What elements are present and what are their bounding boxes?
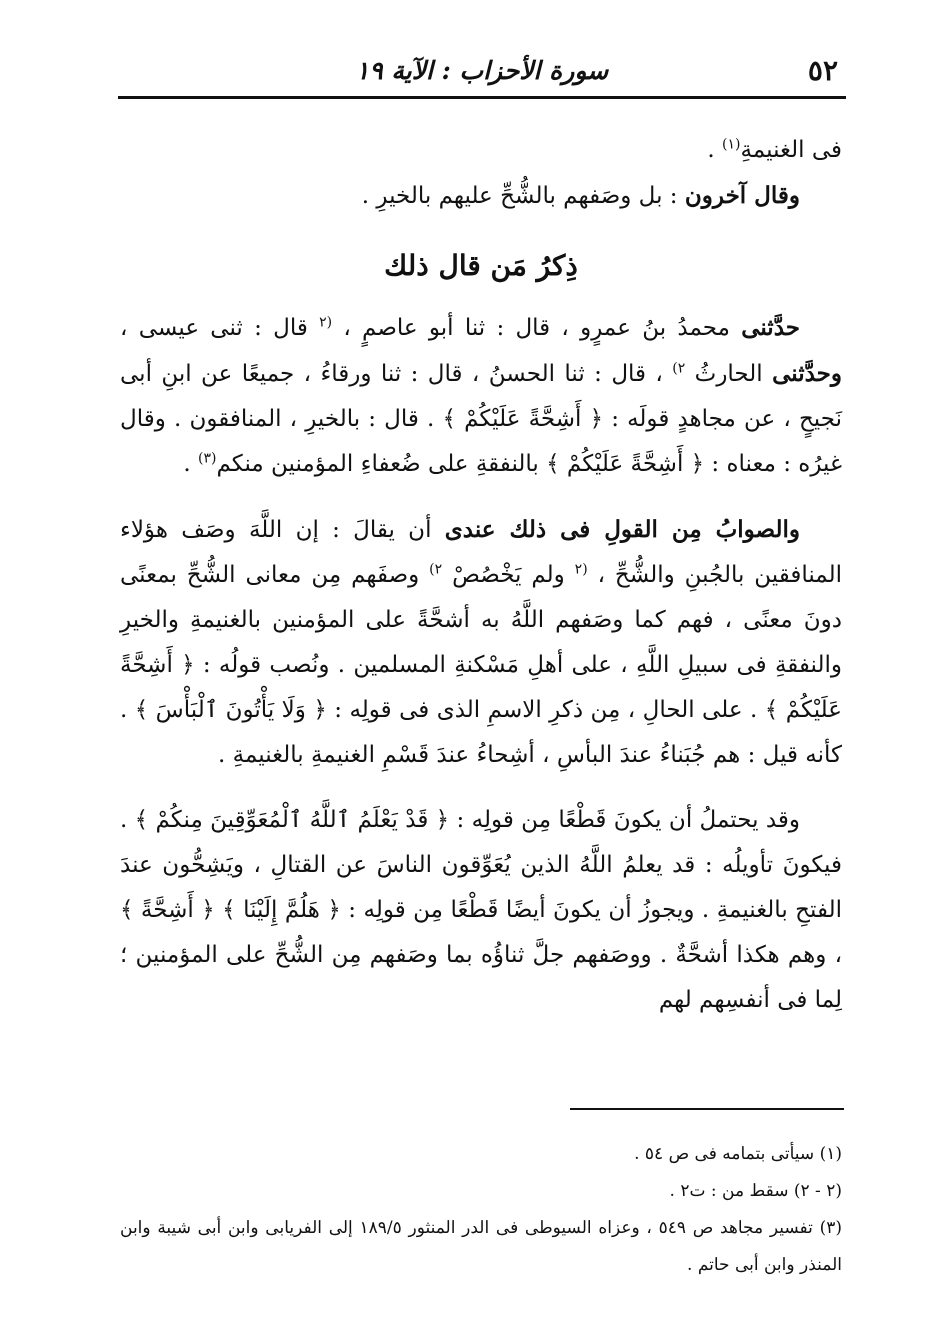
paragraph-5: وقد يحتملُ أن يكونَ قَطْعًا مِن قولِه : ﴿ قَدْ يَعْلَمُ ٱللَّهُ ٱلْمُعَوِّقِينَ مِنكُمْ ﴾ . فيكونَ تأويلُه : قد يعلمُ اللَّهُ الذين يُعَوِّقون الناسَ عن القتالِ ، ويَشِحُّون عندَ الفتحِ بالغنيمةِ . ويجوزُ أن يكونَ أيضًا قَطْعًا مِن قولِه : ﴿ هَلُمَّ إِلَيْنَا ﴾ ﴿ أَشِحَّةً ﴾ ، وهم هكذا أشحَّةٌ . ووصَفهم جلَّ ثناؤُه بما وصَفهم مِن الشُّحِّ على المؤمنين ؛ لِما فى أنفسِهم لهم bbox=[120, 807, 842, 1013]
footnote-separator bbox=[570, 1108, 844, 1110]
footnote-1: (١) سيأتى بتمامه فى ص ٥٤ . bbox=[634, 1144, 842, 1164]
page-header bbox=[118, 50, 846, 99]
paragraph-4: والصوابُ مِن القولِ فى ذلك عندى أن يقالَ : إن اللَّهَ وصَف هؤلاء المنافقين بالجُبنِ والشُّحِّ ، $^{(٢}$ ولم يَخْصُصْ $^{٢)}$ وصفَهم مِن معانى الشُّحِّ بمعنًى دونَ معنًى ، فهم كما وصَفهم اللَّهُ به أشحَّةً على المؤمنين بالغنيمةِ والخيرِ والنفقةِ فى سبيلِ اللَّهِ ، على أهلِ مَسْكنةِ المسلمين . ونُصب قولُه : ﴿ أَشِحَّةً عَلَيْكُمْ ﴾ . على الحالِ ، مِن ذكرِ الاسمِ الذى فى قولِه : ﴿ وَلَا يَأْتُونَ ٱلْبَأْسَ ﴾ . كأنه قيل : هم جُبَناءُ عندَ البأسِ ، أشِحاءُ عندَ قَسْمِ الغنيمةِ بالغنيمةِ . bbox=[120, 516, 842, 768]
footnotes bbox=[120, 1136, 842, 1284]
section-heading: ذِكرُ مَن قال ذلك bbox=[384, 249, 578, 282]
footnote-2: (٢ - ٢) سقط من : ت٢ . bbox=[669, 1181, 842, 1201]
page-body bbox=[120, 128, 842, 1023]
footnote-ref-2-close-b: ٢) bbox=[429, 561, 443, 578]
footnote-ref-2-open-b: (٢ bbox=[574, 561, 588, 578]
running-title: سورة الأحزاب : الآية ١٩ bbox=[355, 56, 609, 85]
paragraph-2: وقال آخرون : بل وصَفهم بالشُّحِّ عليهم بالخيرِ . bbox=[361, 182, 800, 209]
footnote-ref-3: (٣) bbox=[197, 450, 217, 467]
paragraph-1: فى الغنيمةِ$^{(١)}$ . bbox=[707, 136, 842, 163]
footnote-ref-1: (١) bbox=[722, 136, 741, 153]
footnote-3: (٣) تفسير مجاهد ص ٥٤٩ ، وعزاه السيوطى فى الدر المنثور ١٨٩/٥ إلى الفريابى وابن أبى شيبة وابن المنذر وابن أبى حاتم . bbox=[120, 1218, 842, 1275]
footnote-ref-2-close: ٢) bbox=[672, 360, 686, 377]
page-number: ٥٢ bbox=[807, 54, 838, 87]
paragraph-3: حدَّثنى محمدُ بنُ عمرٍو ، قال : ثنا أبو عاصمٍ ، $^{(٢}$ قال : ثنى عيسى ، وحدَّثنى الحارثُ $^{٢)}$ ، قال : ثنا الحسنُ ، قال : ثنا ورقاءُ ، جميعًا عن ابنِ أبى نَجيحٍ ، عن مجاهدٍ قولَه : ﴿ أَشِحَّةً عَلَيْكُمْ ﴾ . قال : بالخيرِ ، المنافقون . وقال غيرُه : معناه : ﴿ أَشِحَّةً عَلَيْكُمْ ﴾ بالنفقةِ على ضُعفاءِ المؤمنين منكم$^{(٣)}$ . bbox=[120, 314, 842, 477]
footnote-ref-2-open: (٢ bbox=[319, 314, 333, 331]
